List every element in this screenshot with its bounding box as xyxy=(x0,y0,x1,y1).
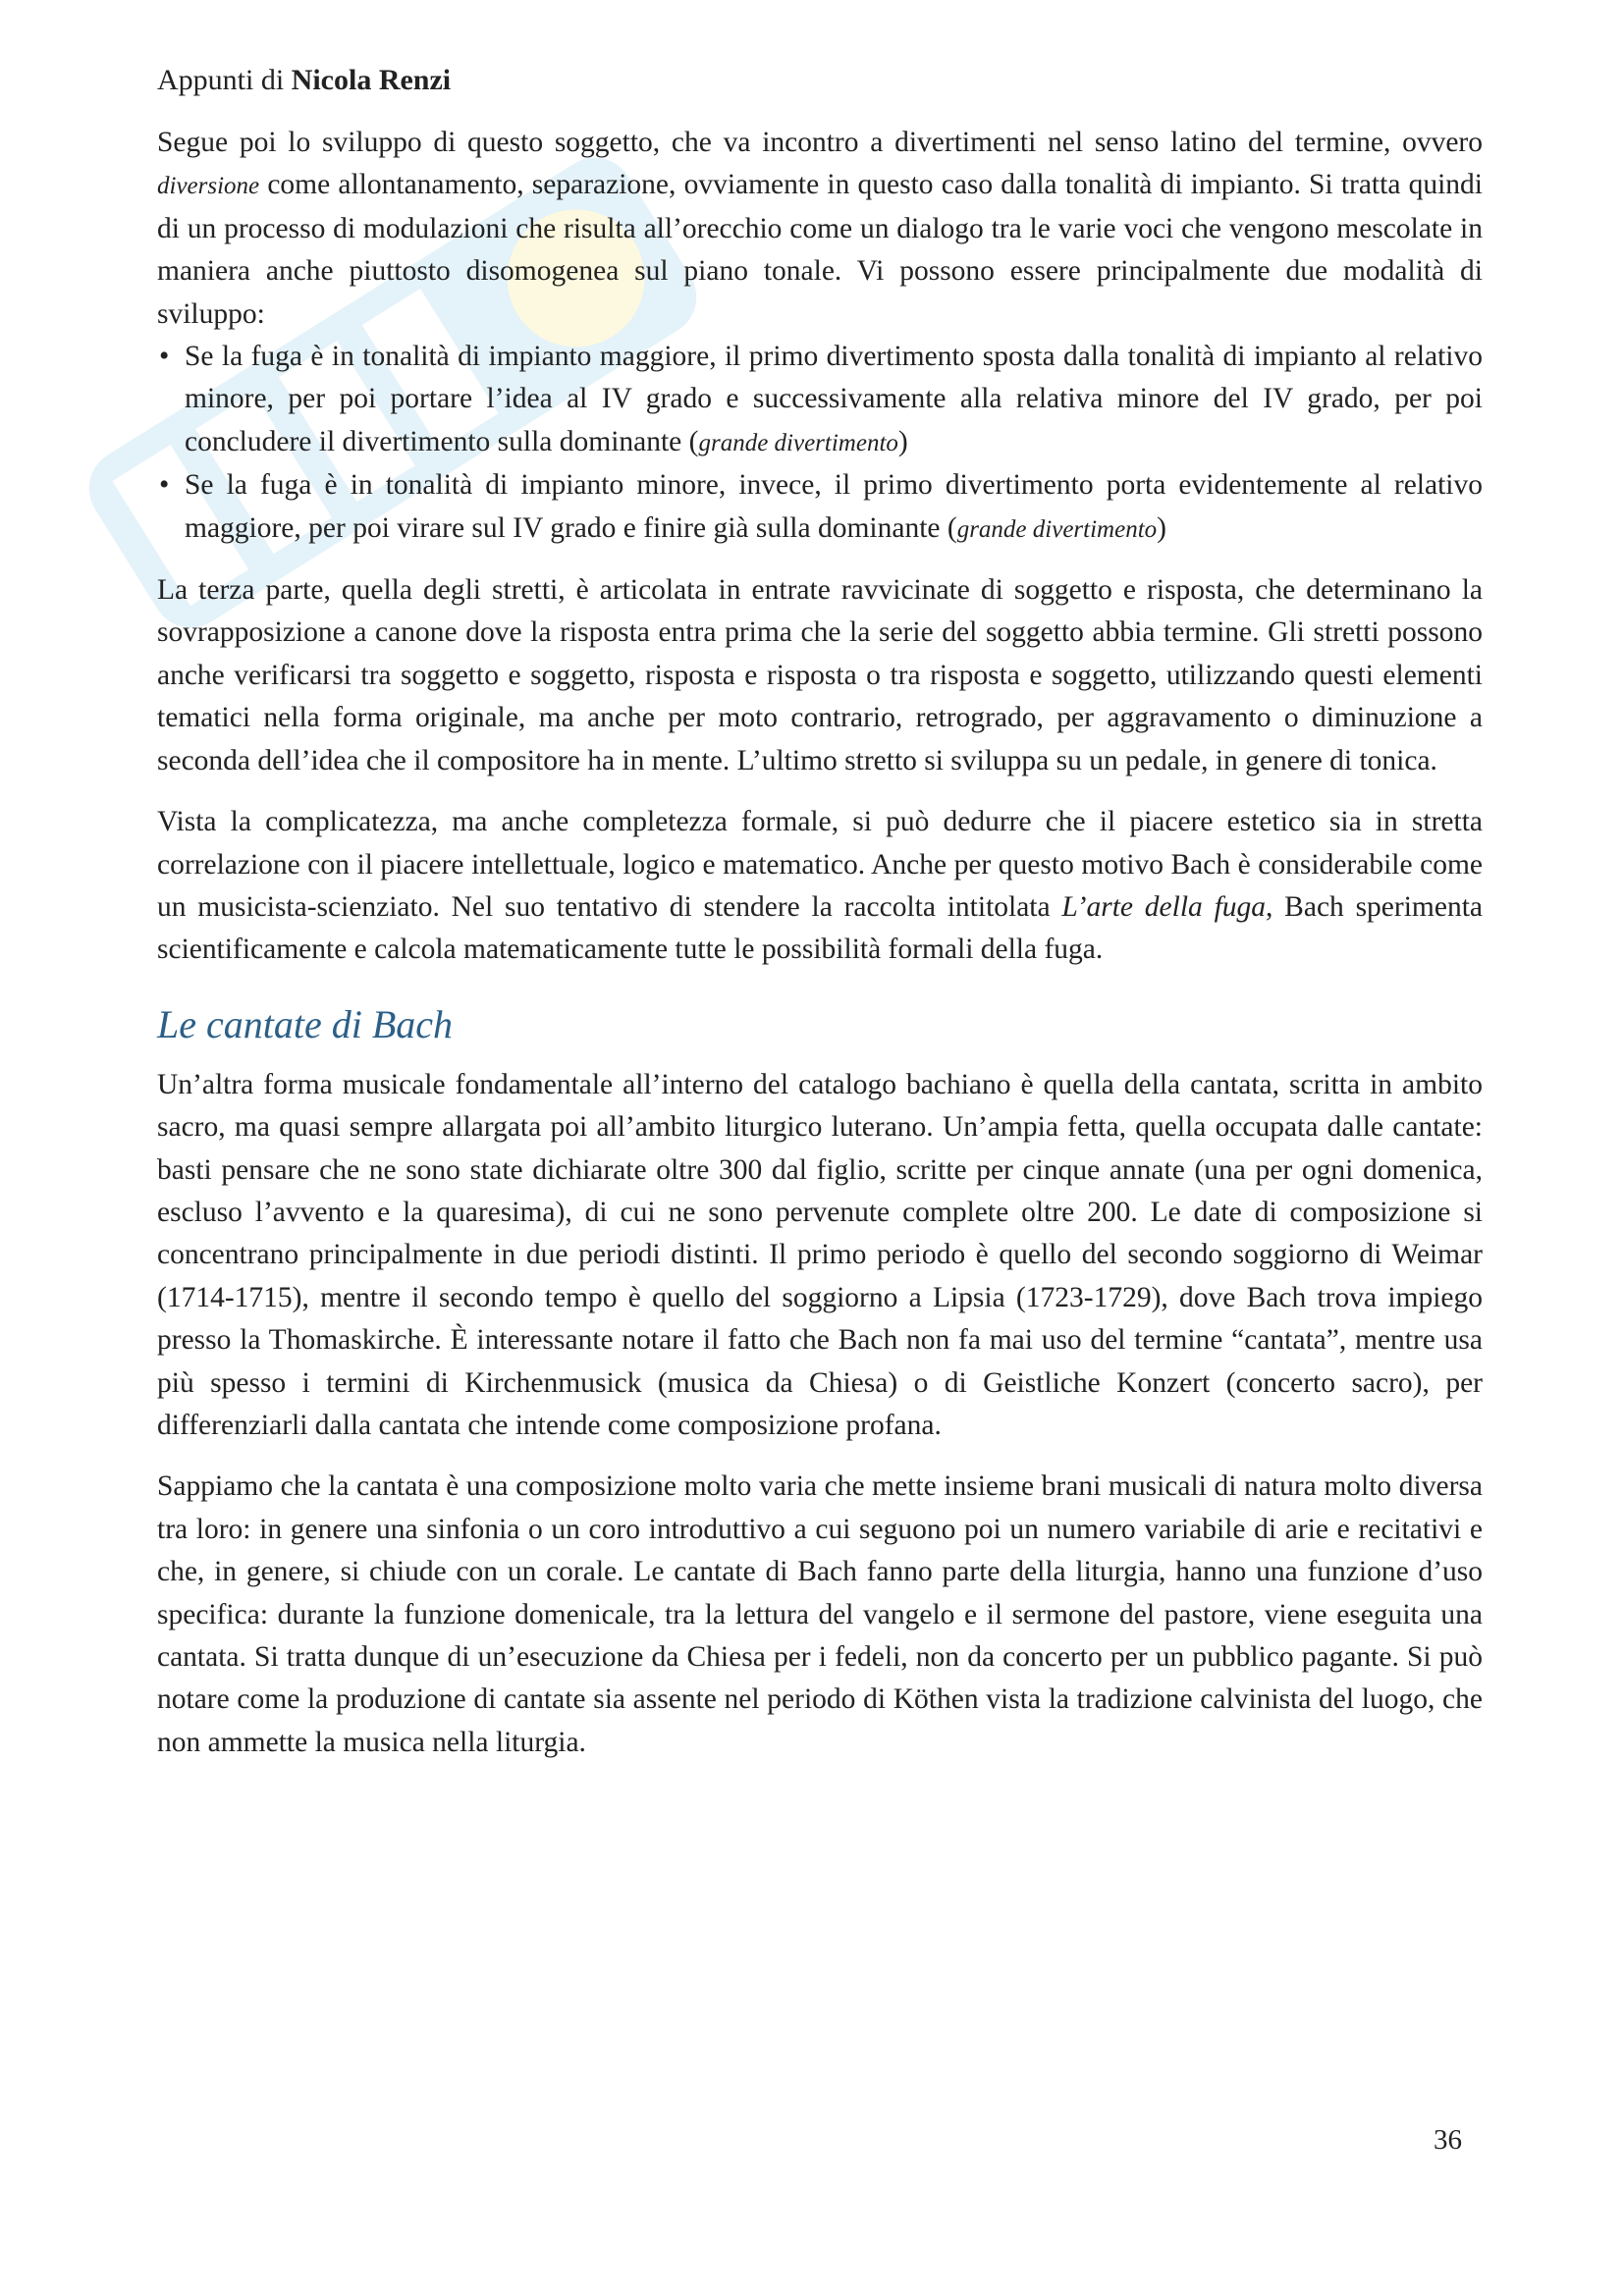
page-number: 36 xyxy=(1434,2124,1462,2156)
paragraph-development xyxy=(157,122,1483,336)
list-item xyxy=(157,336,1483,464)
section-title: Le cantate di Bach xyxy=(157,1001,454,1046)
paragraph-text: Segue poi lo sviluppo di questo soggetto, che va incontro a divertimenti nel senso latino del termine, ovvero xyxy=(157,127,1483,158)
italic-term: grande divertimento xyxy=(956,515,1158,543)
paragraph-cantatas: Un’altra forma musicale fondamentale all’interno del catalogo bachiano è quella della cantata, scritta in ambito sacro, ma quasi sempre allargata poi all’ambito liturgico luterano. Un’ampia fetta, quella occupata dalle cantate: basti pensare che ne sono state dichiarate oltre 300 dal figlio, scritte per cinque annate (una per ogni domenica, escluso l’avvento e la quaresima), di cui ne sono pervenute complete oltre 200. Le date di composizione si concentrano principalmente in due periodi distinti. Il primo periodo è quello del secondo soggiorno di Weimar (1714-1715), mentre il secondo tempo è quello del soggiorno a Lipsia (1723-1729), dove Bach trova impiego presso la Thomaskirche. È interessante notare il fatto che Bach non fa mai uso del termine “cantata”, mentre usa più spesso i termini di Kirchenmusick (musica da Chiesa) o di Geistliche Konzert (concerto sacro), per differenziarli dalla cantata che intende come composizione profana. xyxy=(157,1068,1483,1441)
list-item-text: ) xyxy=(1157,511,1166,544)
paragraph-aesthetics xyxy=(157,801,1483,972)
header-author: Nicola Renzi xyxy=(291,64,452,96)
paragraph-text: , Bach sperimenta scientificamente e calcola matematicamente tutte le possibilità formali della fuga. xyxy=(157,890,1483,966)
bullet-icon: • xyxy=(159,341,170,373)
italic-term: grande divertimento xyxy=(698,429,898,456)
list-item xyxy=(157,464,1483,551)
document-page xyxy=(157,59,1483,1783)
paragraph-text: Vista la complicatezza, ma anche completezza formale, si può dedurre che il piacere estetico sia in stretta correlazione con il piacere intellettuale, logico e matematico. Anche per questo motivo Bach è considerabile come un musicista-scienziato. Nel suo tentativo di stendere la raccolta intitolata xyxy=(157,806,1483,923)
bullet-list xyxy=(157,336,1483,551)
bullet-icon: • xyxy=(159,469,170,502)
paragraph-cantata-structure: Sappiamo che la cantata è una composizione molto varia che mette insieme brani musicali di natura molto diversa tra loro: in genere una sinfonia o un coro introduttivo a cui seguono poi un numero variabile di arie e recitativi e che, in genere, si chiude con un corale. Le cantate di Bach fanno parte della liturgia, hanno una funzione d’uso specifica: durante la funzione domenicale, tra la lettura del vangelo e il sermone del pastore, viene eseguita una cantata. Si tratta dunque di un’esecuzione da Chiesa per i fedeli, non da concerto per un pubblico pagante. Si può notare come la produzione di cantate sia assente nel periodo di Köthen vista la tradizione calvinista del luogo, che non ammette la musica nella liturgia. xyxy=(157,1470,1483,1758)
page-header xyxy=(157,59,1483,102)
list-item-text: ) xyxy=(897,425,908,457)
list-item-text: Se la fuga è in tonalità di impianto maggiore, il primo divertimento sposta dalla tonalità di impianto al relativo minore, per poi portare l’idea al IV grado e successivamente alla relativa minore del IV grado, per poi concludere il divertimento sulla dominante ( xyxy=(185,341,1483,457)
italic-term: diversione xyxy=(157,173,260,200)
paragraph-stretti: La terza parte, quella degli stretti, è articolata in entrate ravvicinate di soggetto e risposta, che determinano la sovrapposizione a canone dove la risposta entra prima che la serie del soggetto abbia termine. Gli stretti possono anche verificarsi tra soggetto e soggetto, risposta e risposta o tra risposta e soggetto, utilizzando questi elementi tematici nella forma originale, ma anche per moto contrario, retrogrado, per aggravamento o diminuzione a seconda dell’idea che il compositore ha in mente. L’ultimo stretto si sviluppa su un pedale, in genere di tonica. xyxy=(157,574,1483,776)
italic-title: L’arte della fuga xyxy=(1061,890,1267,923)
list-item-text: Se la fuga è in tonalità di impianto minore, invece, il primo divertimento porta evidentemente al relativo maggiore, per poi virare sul IV grado e finire già sulla dominante ( xyxy=(185,469,1483,544)
header-prefix: Appunti di xyxy=(157,64,285,96)
paragraph-text: come allontanamento, separazione, ovviamente in questo caso dalla tonalità di impianto. Si tratta quindi di un processo di modulazioni che risulta all’orecchio come un dialogo tra le varie voci che vengono mescolate in maniera anche piuttosto disomogenea sul piano tonale. Vi possono essere principalmente due modalità di sviluppo: xyxy=(157,169,1483,330)
